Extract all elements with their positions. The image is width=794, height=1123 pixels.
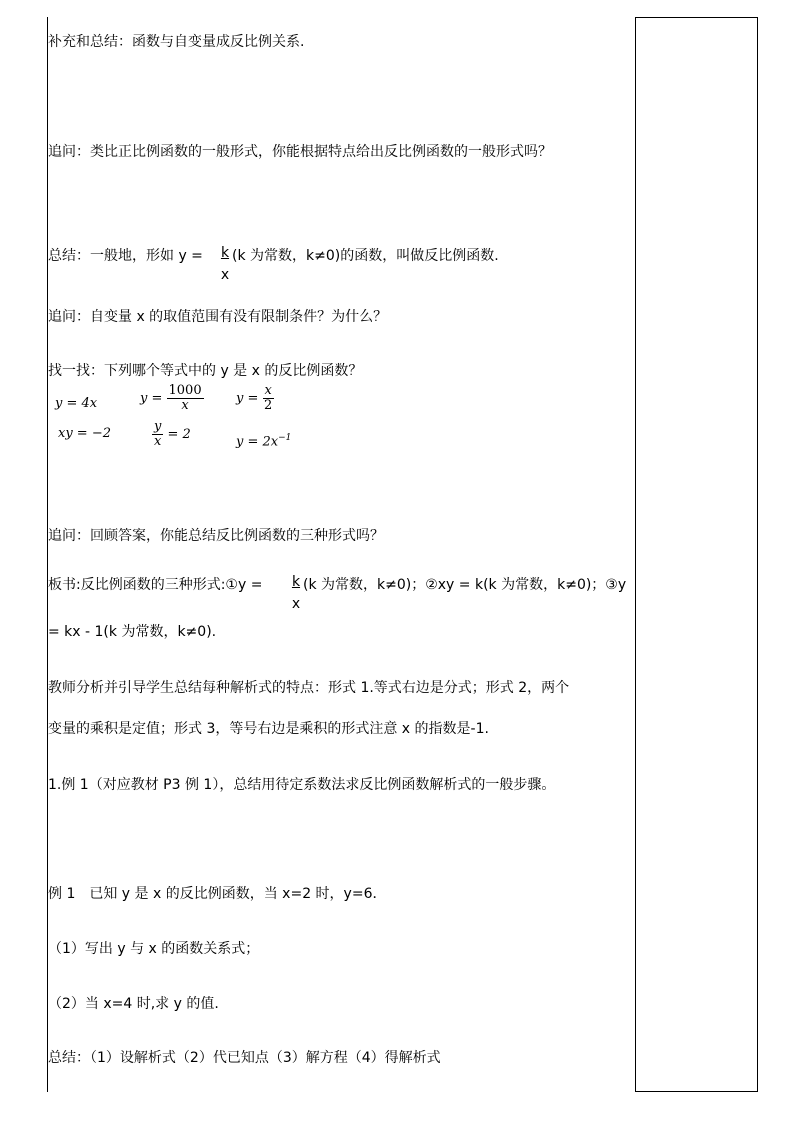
table-bottom-border-right [635,1091,758,1092]
equation-5-denominator: x [154,434,162,449]
teacher-analysis-line-2: 变量的乘积是定值；形式 3，等号右边是乘积的形式注意 x 的指数是-1. [48,721,489,737]
equation-2-denominator: x [181,398,189,413]
equation-6-exponent: −1 [278,433,292,443]
supplement-summary: 补充和总结：函数与自变量成反比例关系. [48,34,305,50]
table-top-border-right [635,17,758,18]
definition-fraction-numerator: k [220,245,230,261]
board-notes-fraction [289,574,303,612]
example-1-intro: 1.例 1（对应教材 P3 例 1），总结用待定系数法求反比例函数解析式的一般步骤。 [48,777,556,793]
equation-3-numerator: x [264,383,272,398]
equation-2-lhs: y = [140,391,163,406]
follow-up-question-3: 追问：回顾答案，你能总结反比例函数的三种形式吗？ [48,528,384,544]
follow-up-question-2: 追问：自变量 x 的取值范围有没有限制条件？为什么？ [48,309,388,325]
equation-xy-equals-minus-2: xy = −2 [58,426,111,441]
equation-y-equals-2x-inverse [236,430,291,450]
teacher-analysis-line-1: 教师分析并引导学生总结每种解析式的特点：形式 1.等式右边是分式；形式 2，两个 [48,680,570,696]
equation-y-equals-4x: y = 4x [55,396,98,411]
equation-y-over-x-equals-2 [152,420,191,449]
follow-up-question-1: 追问：类比正比例函数的一般形式，你能根据特点给出反比例函数的一般形式吗？ [48,144,552,160]
equation-5-rhs: = 2 [167,427,191,442]
equation-6-base: y = 2x [236,434,279,450]
equation-5-numerator: y [154,419,162,434]
board-notes-form-3: = kx - 1(k 为常数，k≠0). [48,624,217,640]
board-notes-prefix: 板书:反比例函数的三种形式:①y = [48,577,263,593]
table-middle-border [635,17,636,1092]
equation-y-equals-x-over-2 [236,384,274,413]
equation-3-lhs: y = [236,391,259,406]
table-left-border [47,17,48,1092]
example-1-statement: 例 1 已知 y 是 x 的反比例函数，当 x=2 时，y=6． [48,886,387,902]
table-right-border [757,17,758,1092]
board-notes-fraction-denominator: x [291,596,301,612]
board-notes-suffix: (k 为常数，k≠0)；②xy = k(k 为常数，k≠0)；③y [303,577,627,593]
equation-y-equals-1000-over-x [140,384,204,413]
find-exercise: 找一找：下列哪个等式中的 y 是 x 的反比例函数？ [48,363,363,379]
equation-3-denominator: 2 [264,398,273,413]
definition-suffix: (k 为常数，k≠0)的函数，叫做反比例函数. [232,248,499,264]
definition-fraction [218,245,232,283]
example-1-part-1: （1）写出 y 与 x 的函数关系式； [48,941,260,957]
equation-2-numerator: 1000 [168,383,202,398]
definition-fraction-denominator: x [220,267,230,283]
example-1-part-2: （2）当 x=4 时,求 y 的值. [48,996,219,1012]
method-summary: 总结：（1）设解析式（2）代已知点（3）解方程（4）得解析式 [48,1050,441,1066]
board-notes-fraction-numerator: k [291,574,301,590]
definition-prefix: 总结：一般地，形如 y = [48,248,203,264]
